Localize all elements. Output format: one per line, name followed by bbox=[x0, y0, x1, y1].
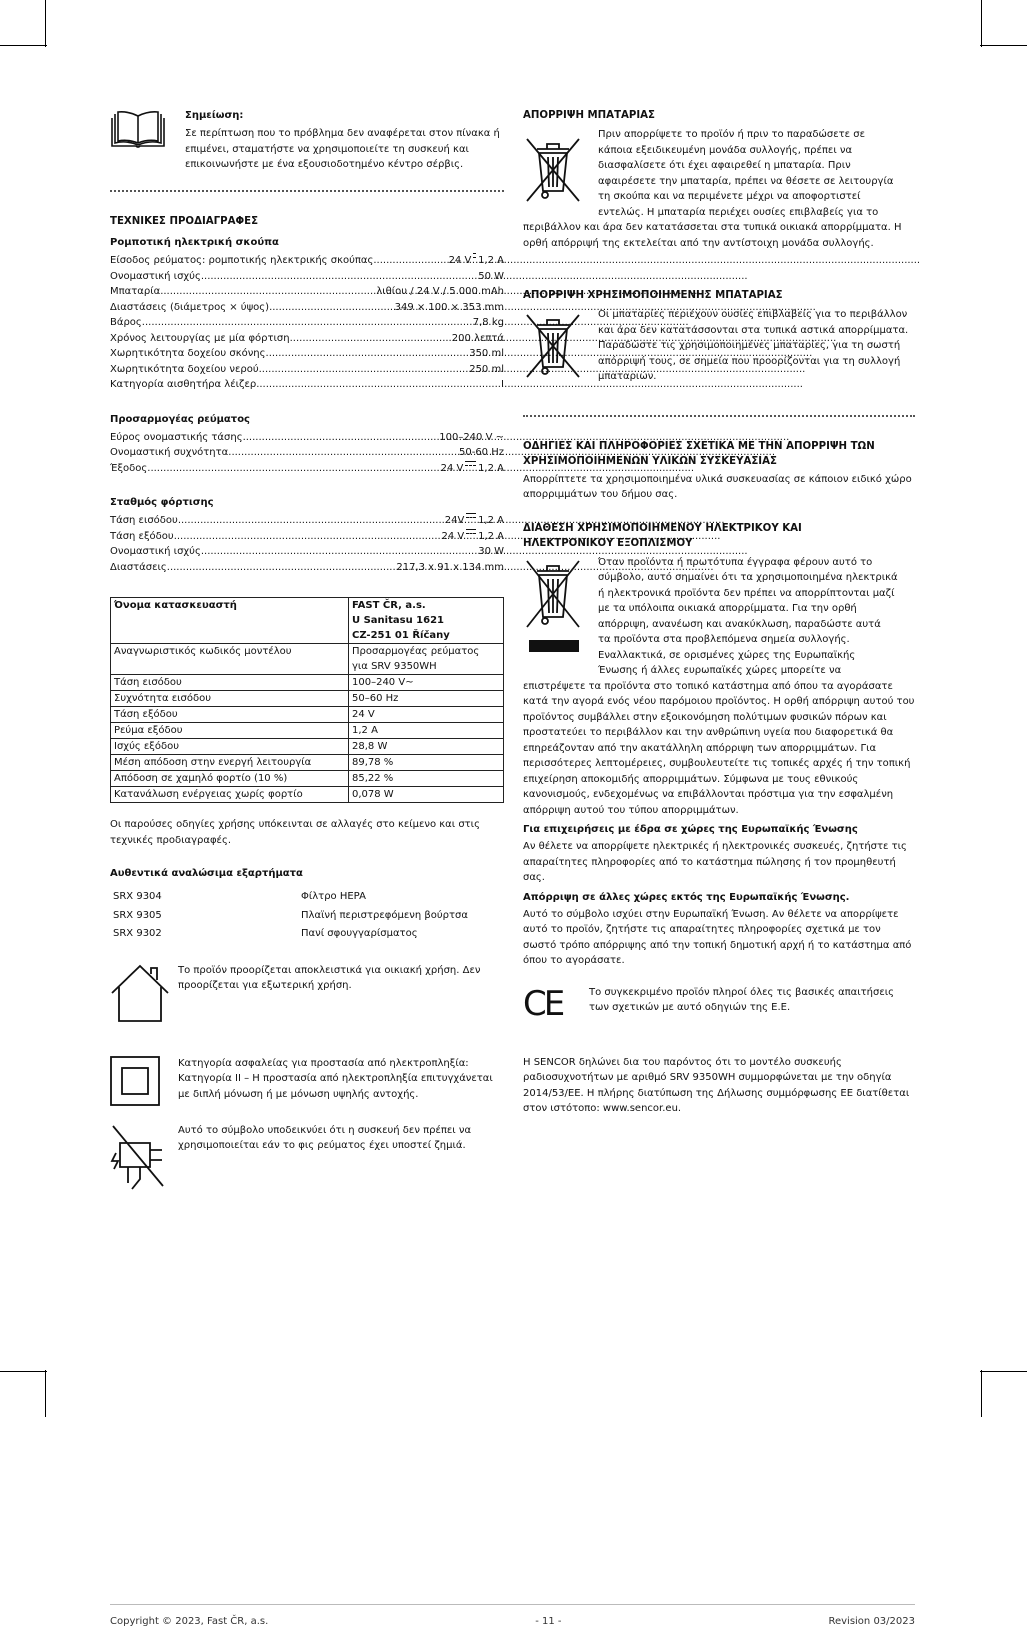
spec-value: 350 ml bbox=[469, 348, 504, 359]
dotted-divider bbox=[523, 415, 915, 417]
leader-dots bbox=[259, 362, 470, 378]
specs-title: ΤΕΧΝΙΚΕΣ ΠΡΟΔΙΑΓΡΑΦΕΣ bbox=[110, 216, 259, 227]
table-cell-label: Ισχύς εξόδου bbox=[114, 741, 180, 752]
weee-text bbox=[598, 555, 915, 679]
spec-row bbox=[110, 300, 504, 316]
text-line: σύμβολο, αυτό σημαίνει ότι τα χρησιμοποιημένα ηλεκτρικά bbox=[598, 572, 898, 583]
table-cell-value: 24 V bbox=[352, 709, 375, 720]
text-line: ή ηλεκτρονικά προϊόντα δεν πρέπει να απορρίπτονται μαζί bbox=[598, 587, 895, 599]
eu-business-text: Αν θέλετε να απορρίψετε ηλεκτρικές ή ηλεκτρονικές συσκευές, ζητήστε τις απαραίτητες πληροφορίες από το κατάστημα πώλησης ή τον προμηθευτή σας. bbox=[523, 841, 907, 883]
spec-row bbox=[110, 529, 504, 545]
spec-label: Είσοδος ρεύματος: ρομποτικής ηλεκτρικής σκούπας bbox=[110, 255, 374, 266]
table-row bbox=[111, 787, 504, 803]
leader-dots bbox=[373, 253, 448, 269]
spec-label: Τάση εξόδου bbox=[110, 530, 174, 542]
spec-value-current: 1,2 A bbox=[478, 515, 504, 526]
table-cell-value: 1,2 A bbox=[352, 725, 378, 736]
text-line: Ένωσης ή άλλες ευρωπαϊκές χώρες μπορείτε να bbox=[598, 665, 842, 676]
spec-label: Εύρος ονομαστικής τάσης bbox=[110, 431, 243, 443]
house-symbol-row bbox=[110, 963, 504, 1028]
footer-rule bbox=[110, 1604, 915, 1605]
accessories-list bbox=[110, 888, 504, 944]
table-row bbox=[111, 691, 504, 707]
text-line: Εναλλακτικά, σε ορισμένες χώρες της Ευρωπαϊκής bbox=[598, 649, 856, 661]
plug-symbol-text: Αυτό το σύμβολο υποδεικνύει ότι η συσκευή δεν πρέπει να χρησιμοποιείται εάν το φις ρεύματος έχει υποστεί ζημιά. bbox=[178, 1124, 472, 1151]
spec-label: Χρόνος λειτουργίας με μία φόρτιση bbox=[110, 332, 290, 344]
spec-value: 50-60 Hz bbox=[458, 447, 504, 458]
station-spec-list bbox=[110, 513, 504, 575]
packaging-title-1: ΟΔΗΓΙΕΣ ΚΑΙ ΠΛΗΡΟΦΟΡΙΕΣ ΣΧΕΤΙΚΑ ΜΕ ΤΗΝ ΑΠΟΡΡΙΨΗ ΤΩΝ bbox=[523, 440, 875, 452]
spec-label: Χωρητικότητα δοχείου νερού bbox=[110, 363, 259, 375]
vacuum-spec-list bbox=[110, 253, 504, 393]
crop-mark bbox=[45, 0, 46, 47]
table-cell-label: Αναγνωριστικός κωδικός μοντέλου bbox=[114, 646, 292, 657]
damaged-plug-icon bbox=[110, 1123, 178, 1196]
station-title: Σταθμός φόρτισης bbox=[110, 497, 214, 508]
spec-row bbox=[110, 461, 504, 477]
spec-label: Κατηγορία αισθητήρα λέιζερ bbox=[110, 379, 257, 390]
text-line: εντελώς. Η μπαταρία περιέχει ουσίες επιβλαβείς για το bbox=[598, 206, 879, 218]
weee-bin-icon bbox=[523, 555, 598, 679]
table-row bbox=[111, 723, 504, 739]
accessory-item bbox=[113, 925, 504, 944]
spec-row bbox=[110, 362, 504, 378]
text-line: τη σκούπα και να περιμένετε μέχρι να αποφορτιστεί bbox=[598, 191, 861, 202]
text-line: διασφαλίσετε ότι έχει αφαιρεθεί η μπαταρία. Πριν bbox=[598, 160, 851, 171]
battery-disposal-title: ΑΠΟΡΡΙΨΗ ΜΠΑΤΑΡΙΑΣ bbox=[523, 110, 656, 121]
spec-label: Χωρητικότητα δοχείου σκόνης bbox=[110, 348, 266, 359]
text-line: απόρριψη, ανανέωση και ανακύκλωση, παραδώστε αυτά bbox=[598, 618, 881, 630]
accessory-name: Πλαϊνή περιστρεφόμενη βούρτσα bbox=[301, 909, 468, 921]
non-eu-title: Απόρριψη σε άλλες χώρες εκτός της Ευρωπαϊκής Ένωσης. bbox=[523, 891, 850, 903]
packaging-title-2: ΧΡΗΣΙΜΟΠΟΙΗΜΕΝΩΝ ΥΛΙΚΩΝ ΣΥΣΚΕΥΑΣΙΑΣ bbox=[523, 455, 777, 467]
spec-value: I bbox=[501, 379, 504, 390]
table-cell-label: Ρεύμα εξόδου bbox=[114, 725, 183, 736]
text-line: τα προϊόντα στα προβλεπόμενα σημεία συλλογής. bbox=[598, 634, 850, 645]
house-symbol-text: Το προϊόν προορίζεται αποκλειστικά για οικιακή χρήση. Δεν προορίζεται για εξωτερική χρήση. bbox=[178, 964, 481, 991]
spec-row bbox=[110, 346, 504, 362]
table-header-label: Όνομα κατασκευαστή bbox=[114, 600, 237, 611]
leader-dots bbox=[243, 430, 440, 446]
leader-dots bbox=[266, 346, 470, 362]
house-icon bbox=[110, 963, 178, 1028]
crop-mark bbox=[980, 45, 1027, 46]
accessory-item bbox=[113, 888, 504, 907]
footer bbox=[110, 1614, 915, 1629]
spec-value-current: 1,2 A bbox=[478, 530, 504, 542]
table-row bbox=[111, 739, 504, 755]
table-cell-value: 100–240 V~ bbox=[352, 677, 414, 688]
spec-label: Ονομαστική ισχύς bbox=[110, 270, 201, 282]
ce-mark-icon: CE bbox=[523, 983, 563, 1024]
packaging-text: Απορρίπτετε τα χρησιμοποιημένα υλικά συσκευασίας σε κάποιον ειδικό χώρο απορριμμάτων του δήμου σας. bbox=[523, 473, 912, 500]
table-cell-value: 28,8 W bbox=[352, 741, 388, 752]
spec-row bbox=[110, 513, 504, 529]
used-battery-text: Οι μπαταρίες περιέχουν ουσίες επιβλαβείς για το περιβάλλον και άρα δεν κατατάσσονται στα τυπικά αστικά απορρίμματα. Παραδώστε τις χρησιμοποιημένες μπαταρίες, για τη σωστή απόρριψή τους, σε σημεία που προορίζονται για τη συλλογή μπαταριών. bbox=[598, 309, 909, 382]
table-cell-value: 0,078 W bbox=[352, 789, 394, 800]
battery-disposal-text bbox=[598, 127, 915, 220]
declaration-text: Η SENCOR δηλώνει δια του παρόντος ότι το μοντέλο συσκευής ραδιοσυχνοτήτων με αριθμό SRV 9350WH συμμορφώνεται με την οδηγία 2014/53/ΕΕ. Η πλήρης διατύπωση της Δήλωσης συμμόρφωσης ΕΕ διατίθεται στον ιστότοπο: www.sencor.eu. bbox=[523, 1056, 910, 1114]
manufacturer-name: FAST ČR, a.s. bbox=[352, 600, 426, 611]
dc-symbol-icon bbox=[466, 528, 476, 536]
spec-label: Ονομαστική συχνότητα bbox=[110, 447, 229, 458]
leader-dots bbox=[167, 560, 397, 576]
spec-value: 50 W bbox=[478, 270, 504, 282]
leader-dots bbox=[178, 513, 445, 529]
table-cell-value: 89,78 % bbox=[352, 757, 394, 768]
weee-title-2: ΗΛΕΚΤΡΟΝΙΚΟΥ ΕΞΟΠΛΙΣΜΟΥ bbox=[523, 537, 693, 549]
table-row bbox=[111, 707, 504, 723]
manual-book-icon bbox=[110, 108, 185, 184]
spec-label: Τάση εισόδου bbox=[110, 515, 178, 526]
class2-symbol-row bbox=[110, 1056, 504, 1111]
spec-value: 349 × 100 × 353 mm bbox=[394, 301, 504, 313]
table-row bbox=[111, 675, 504, 691]
right-column bbox=[523, 108, 915, 1117]
table-cell-value: Προσαρμογέας ρεύματος bbox=[352, 646, 480, 657]
manufacturer-street: U Sanitasu 1621 bbox=[352, 615, 445, 626]
spec-row bbox=[110, 377, 504, 393]
ce-text: Το συγκεκριμένο προϊόν πληροί όλες τις βασικές απαιτήσεις των σχετικών με αυτό οδηγιών της Ε.Ε. bbox=[589, 986, 895, 1013]
crop-mark bbox=[45, 1370, 46, 1417]
spec-label: Διαστάσεις bbox=[110, 561, 167, 573]
class2-symbol-text: Κατηγορία ασφαλείας για προστασία από ηλεκτροπληξία: Κατηγορία II – Η προστασία από ηλεκτροπληξία επιτυγχάνεται με διπλή μόνωση ή με μόνωση υψηλής αντοχής. bbox=[178, 1057, 493, 1100]
spec-label: Ονομαστική ισχύς bbox=[110, 546, 201, 557]
weee-title-1: ΔΙΑΘΕΣΗ ΧΡΗΣΙΜΟΠΟΙΗΜΕΝΟΥ ΗΛΕΚΤΡΙΚΟΥ ΚΑΙ bbox=[523, 522, 802, 534]
leader-dots bbox=[201, 544, 478, 560]
non-eu-text: Αυτό το σύμβολο ισχύει στην Ευρωπαϊκή Ένωση. Αν θέλετε να απορρίψετε αυτό το προϊόν, ζητήστε τις απαραίτητες πληροφορίες σχετικά με τον σωστό τρόπο απόρριψης από την τοπική δημοτική αρχή ή το κατάστημα από όπου το αγοράσατε. bbox=[523, 908, 912, 966]
spec-row bbox=[110, 269, 504, 285]
vacuum-title: Ρομποτική ηλεκτρική σκούπα bbox=[110, 237, 279, 248]
adapter-title: Προσαρμογέας ρεύματος bbox=[110, 413, 250, 425]
table-cell-value: 85,22 % bbox=[352, 773, 394, 784]
table-header-row bbox=[111, 598, 504, 644]
spec-row bbox=[110, 445, 504, 461]
text-line: αφαιρέσετε την μπαταρία, πρέπει να θέσετε σε λειτουργία bbox=[598, 175, 894, 187]
text-line: κάποια εξειδικευμένη μονάδα συλλογής, πρέπει να bbox=[598, 144, 853, 156]
table-cell-value: 50–60 Hz bbox=[352, 693, 399, 704]
leader-dots bbox=[290, 331, 452, 347]
spec-row bbox=[110, 560, 504, 576]
spec-label: Διαστάσεις (διάμετρος × ύψος) bbox=[110, 301, 270, 313]
note-title: Σημείωση: bbox=[185, 110, 244, 121]
spec-value: 24 V bbox=[440, 462, 464, 474]
note-block bbox=[110, 108, 504, 184]
battery-disposal-rest: περιβάλλον και άρα δεν κατατάσσεται στα τυπικά οικιακά απορρίμματα. Η ορθή απόρριψή της εκτελείται από την αντίστοιχη μονάδα συλλογής. bbox=[523, 222, 902, 249]
leader-dots bbox=[269, 300, 395, 316]
leader-dots bbox=[228, 445, 459, 461]
spec-label: Έξοδος bbox=[110, 462, 148, 474]
spec-row bbox=[110, 331, 504, 347]
spec-row bbox=[110, 430, 504, 446]
accessory-name: Πανί σφουγγαρίσματος bbox=[301, 928, 418, 939]
manufacturer-city: CZ-251 01 Říčany bbox=[352, 630, 450, 641]
spec-value: 30 W bbox=[478, 546, 504, 557]
leader-dots bbox=[160, 284, 376, 300]
footer-copyright: Copyright © 2023, Fast ČR, a.s. bbox=[110, 1616, 269, 1627]
leader-dots bbox=[256, 377, 501, 393]
spec-value: 24V bbox=[444, 515, 465, 526]
table-cell-value: για SRV 9350WH bbox=[352, 661, 437, 672]
crop-mark bbox=[0, 45, 47, 46]
table-row bbox=[111, 755, 504, 771]
crossed-bin-icon bbox=[523, 127, 598, 220]
text-line: Όταν προϊόντα ή πρωτότυπα έγγραφα φέρουν αυτό το bbox=[598, 556, 873, 568]
dc-symbol-icon bbox=[473, 252, 476, 260]
crop-mark bbox=[981, 0, 982, 47]
text-line: με τα υπόλοιπα οικιακά απορρίμματα. Για την ορθή bbox=[598, 603, 857, 614]
spec-row bbox=[110, 284, 504, 300]
double-insulation-icon bbox=[110, 1056, 178, 1111]
table-row bbox=[111, 771, 504, 787]
leader-dots bbox=[142, 315, 473, 331]
accessory-code: SRX 9302 bbox=[113, 928, 162, 939]
changes-note: Οι παρούσες οδηγίες χρήσης υπόκεινται σε αλλαγές στο κείμενο και στις τεχνικές προδιαγραφές. bbox=[110, 819, 480, 846]
accessory-code: SRX 9305 bbox=[113, 909, 162, 921]
accessory-code: SRX 9304 bbox=[113, 891, 162, 902]
crop-mark bbox=[980, 1371, 1027, 1372]
footer-revision: Revision 03/2023 bbox=[828, 1616, 915, 1627]
note-text: Σε περίπτωση που το πρόβλημα δεν αναφέρεται στον πίνακα ή επιμένει, σταματήστε να χρησιμοποιείτε τη συσκευή και επικοινωνήστε με ένα εξουσιοδοτημένο κέντρο σέρβις. bbox=[185, 128, 500, 170]
leader-dots bbox=[201, 269, 478, 285]
spec-label: Μπαταρία bbox=[110, 286, 161, 297]
table-row bbox=[111, 644, 504, 675]
spec-value: 217,3 x 91 x 134 mm bbox=[396, 561, 504, 573]
spec-row bbox=[110, 315, 504, 331]
plug-symbol-row bbox=[110, 1123, 504, 1196]
table-cell-label: Συχνότητα εισόδου bbox=[114, 693, 212, 704]
used-battery-title: ΑΠΟΡΡΙΨΗ ΧΡΗΣΙΜΟΠΟΙΗΜΕΝΗΣ ΜΠΑΤΑΡΙΑΣ bbox=[523, 290, 783, 301]
spec-label: Βάρος bbox=[110, 317, 142, 328]
dc-symbol-icon bbox=[465, 460, 476, 468]
spec-value: 200 λεπτά bbox=[451, 332, 504, 344]
spec-value: 24 V bbox=[441, 530, 465, 542]
crossed-bin-icon bbox=[523, 307, 598, 385]
adapter-data-table bbox=[110, 597, 504, 803]
accessories-title: Αυθεντικά αναλώσιμα εξαρτήματα bbox=[110, 868, 303, 879]
table-cell-label: Τάση εξόδου bbox=[114, 709, 178, 720]
crop-mark bbox=[0, 1371, 47, 1372]
spec-value-current: 1,2 A bbox=[478, 255, 504, 266]
leader-dots bbox=[174, 529, 442, 545]
ce-row bbox=[523, 983, 915, 1024]
leader-dots bbox=[147, 461, 440, 477]
table-cell-label: Μέση απόδοση στην ενεργή λειτουργία bbox=[114, 757, 312, 768]
spec-value: 250 ml bbox=[469, 363, 504, 375]
spec-value: 100–240 V ~ bbox=[439, 431, 504, 443]
dc-symbol-icon bbox=[466, 512, 476, 520]
dotted-divider bbox=[110, 190, 504, 192]
accessory-item bbox=[113, 907, 504, 926]
weee-rest: επιστρέψετε τα προϊόντα στο τοπικό κατάστημα από όπου τα αγοράσατε κατά την αγορά ενός νέου παρόμοιου προϊόντος. Η ορθή απόρριψη αυτού του προϊόντος συμβάλλει στην εξοικονόμηση πολύτιμων φυσικών πόρων και προστατεύει το περιβάλλον και την ανθρώπινη υγεία που διαφορετικά θα επηρεάζονταν από την ακατάλληλη απόρριψη των απορριμμάτων. Για περισσότερες λεπτομέρειες, συμβουλευτείτε τις τοπικές αρχές ή την τοπική επιχείρηση αποκομιδής απορριμμάτων. Σύμφωνα με τους εθνικούς κανονισμούς, ενδεχομένως να επιβάλλονται πρόστιμα για την εσφαλμένη απόρριψη αυτού του τύπου απορριμμάτων. bbox=[523, 680, 915, 816]
spec-value-current: 1,2 A bbox=[478, 462, 504, 474]
accessory-name: Φίλτρο HEPA bbox=[301, 891, 366, 902]
adapter-spec-list bbox=[110, 430, 504, 477]
table-cell-label: Απόδοση σε χαμηλό φορτίο (10 %) bbox=[114, 773, 288, 784]
spec-value: 24 V bbox=[448, 255, 472, 266]
crop-mark bbox=[981, 1370, 982, 1417]
table-cell-label: Κατανάλωση ενέργειας χωρίς φορτίο bbox=[114, 789, 303, 800]
spec-value: λιθίου / 24 V / 5 000 mAh bbox=[376, 286, 504, 297]
left-column bbox=[110, 108, 504, 1196]
spec-row bbox=[110, 544, 504, 560]
table-cell-label: Τάση εισόδου bbox=[114, 677, 182, 688]
spec-row bbox=[110, 253, 504, 269]
eu-business-title: Για επιχειρήσεις με έδρα σε χώρες της Ευρωπαϊκής Ένωσης bbox=[523, 824, 858, 835]
text-line: Πριν απορρίψετε το προϊόν ή πριν το παραδώσετε σε bbox=[598, 129, 865, 140]
spec-value: 7,8 kg bbox=[472, 317, 504, 328]
footer-page-number: - 11 - bbox=[535, 1616, 562, 1627]
